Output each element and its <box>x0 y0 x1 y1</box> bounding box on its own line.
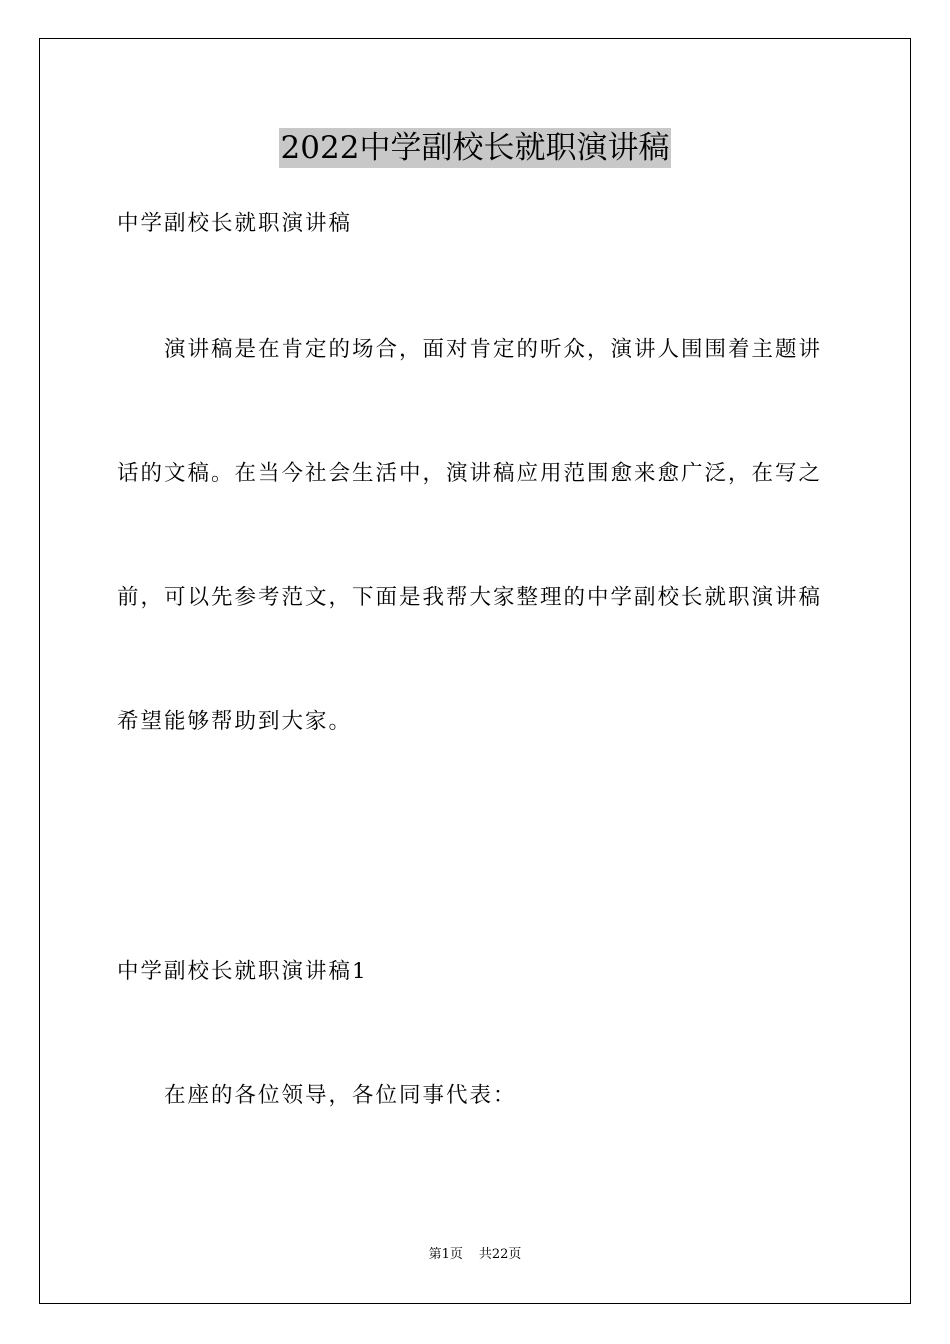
intro-line-2: 话的文稿。在当今社会生活中，演讲稿应用范围愈来愈广泛，在写之 <box>117 461 823 486</box>
page-footer <box>0 1246 950 1264</box>
page-number: 第1页 <box>428 1247 463 1262</box>
intro-line-1: 演讲稿是在肯定的场合，面对肯定的听众，演讲人围围着主题讲 <box>164 337 823 362</box>
document-subtitle: 中学副校长就职演讲稿 <box>117 211 353 236</box>
page-total: 共22页 <box>478 1247 522 1262</box>
salutation: 在座的各位领导，各位同事代表： <box>164 1083 517 1108</box>
section-heading: 中学副校长就职演讲稿1 <box>117 959 368 984</box>
document-title: 2022中学副校长就职演讲稿 <box>280 130 670 166</box>
intro-line-3: 前，可以先参考范文，下面是我帮大家整理的中学副校长就职演讲稿 <box>117 585 823 610</box>
title-container <box>0 128 950 168</box>
intro-line-4: 希望能够帮助到大家。 <box>117 709 353 734</box>
